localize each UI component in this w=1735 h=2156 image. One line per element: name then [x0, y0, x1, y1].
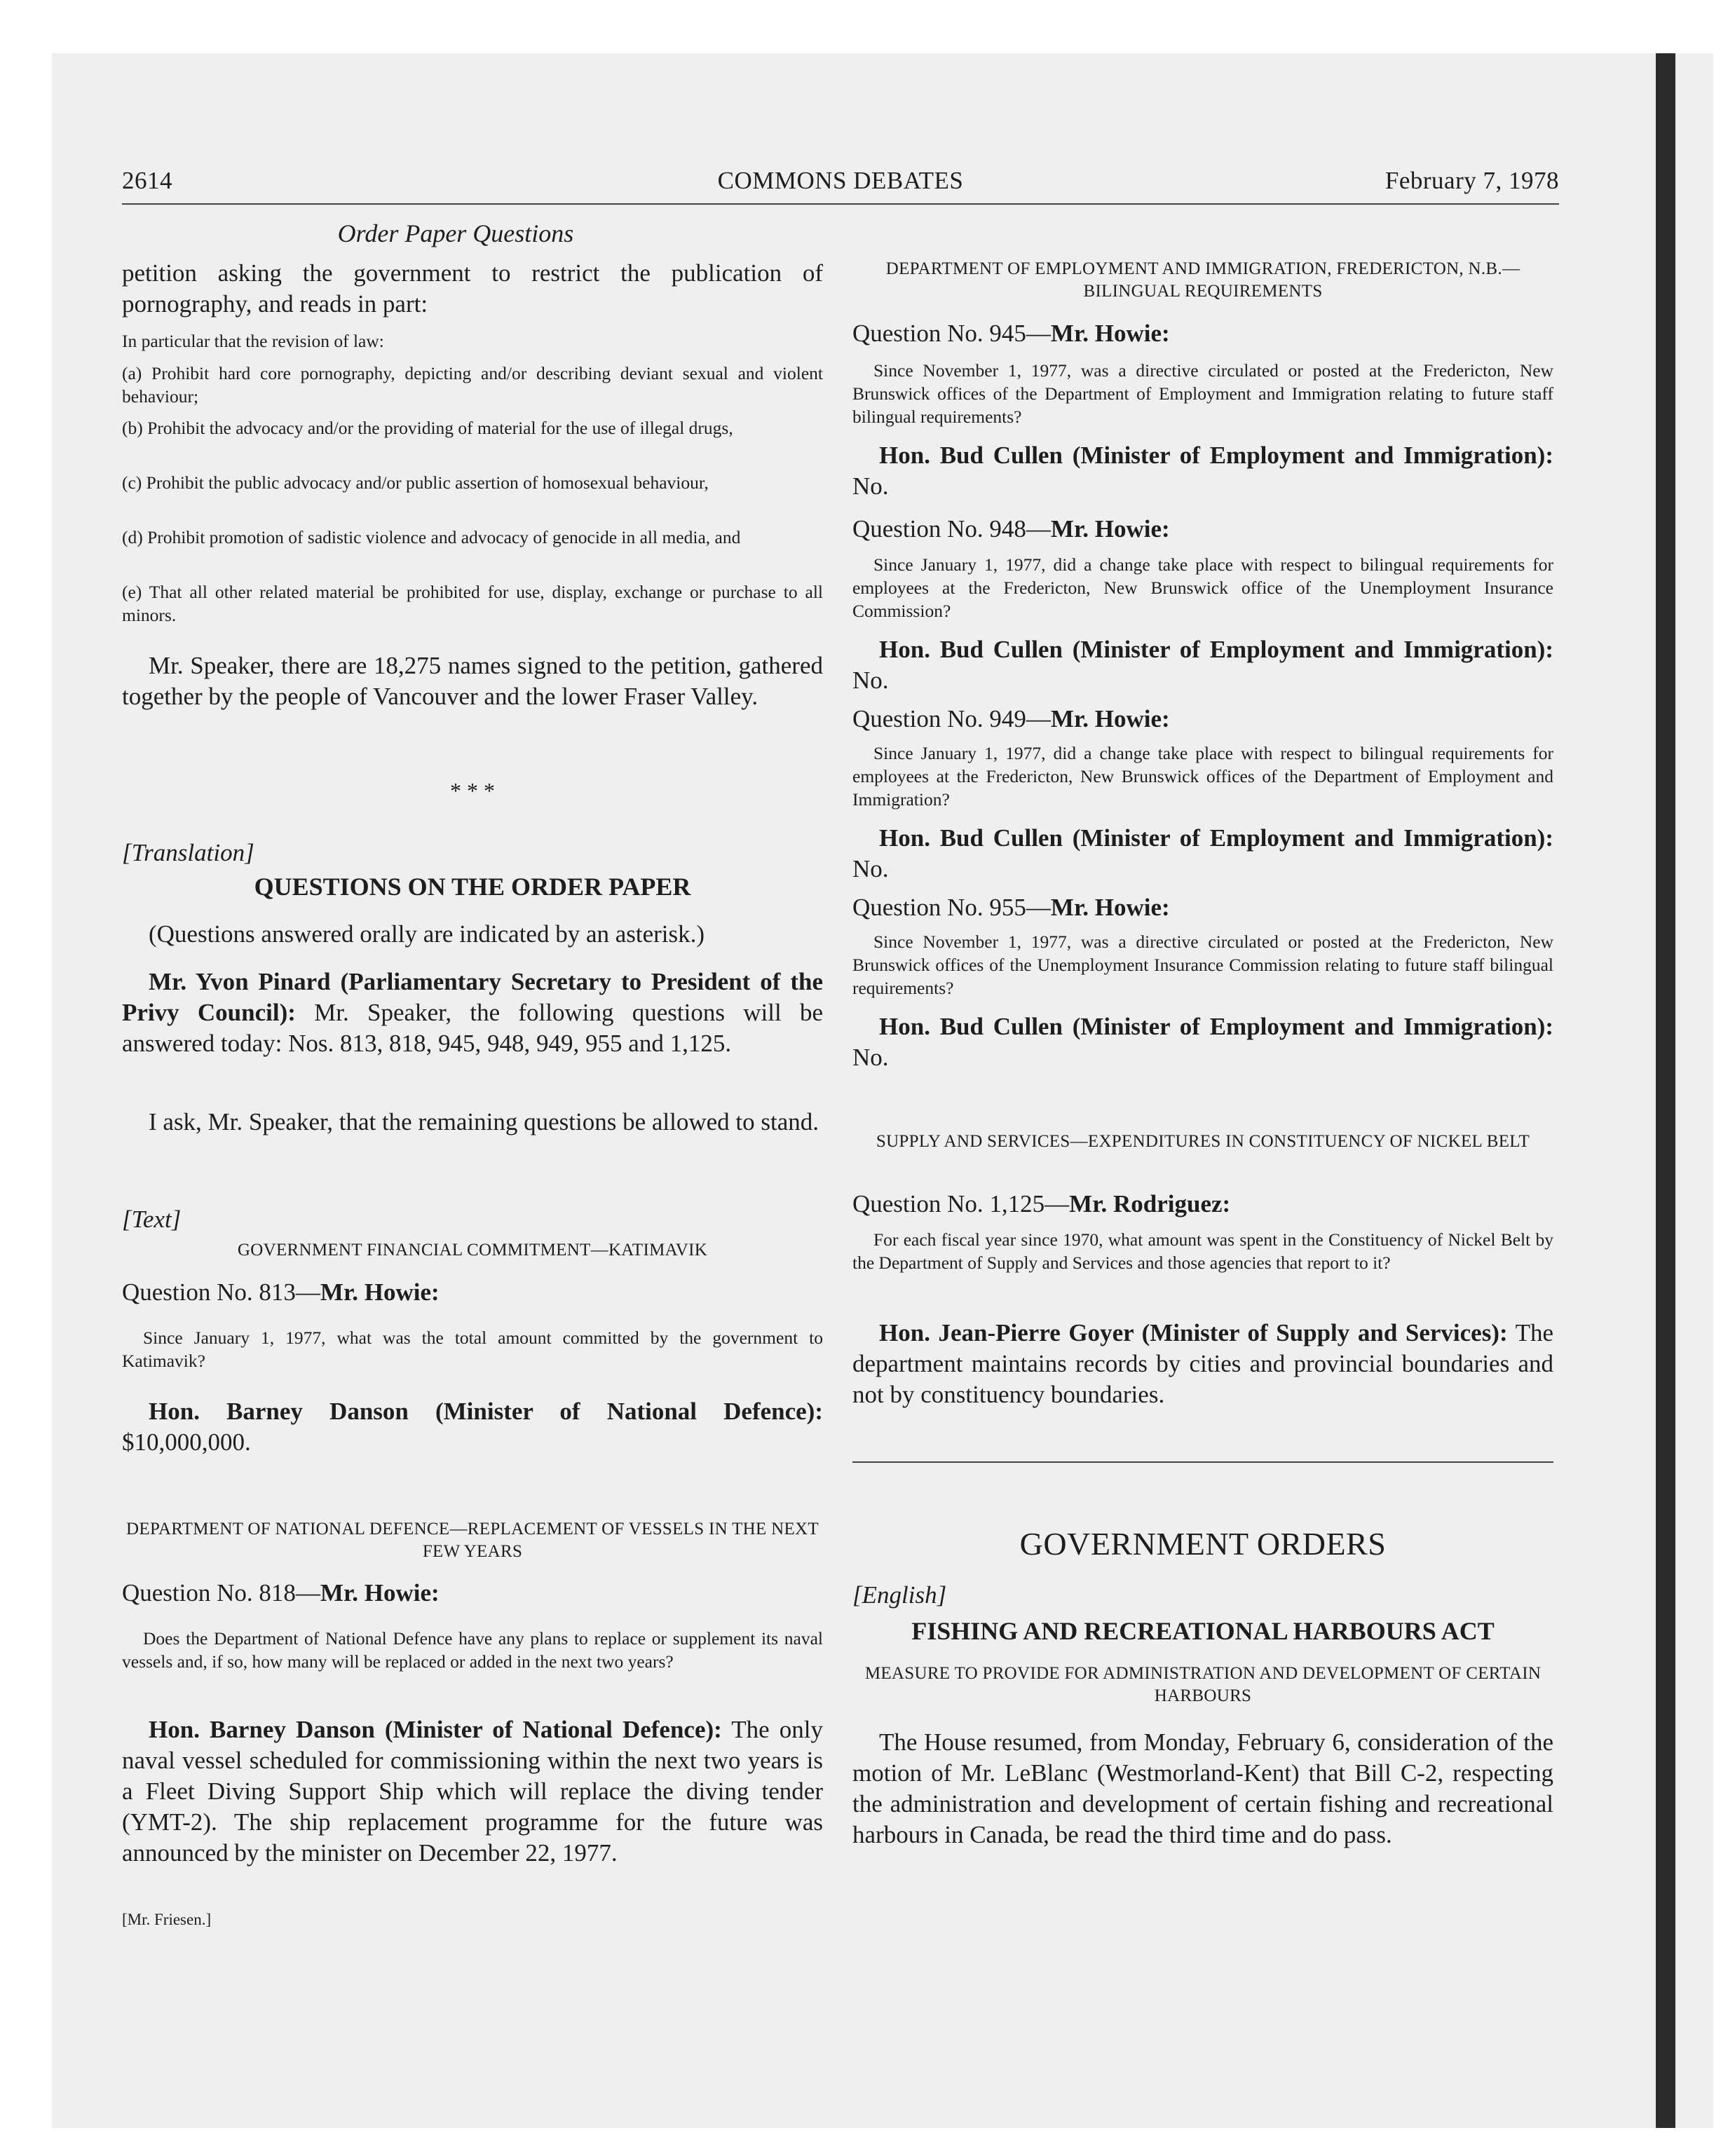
question-955-text: Since November 1, 1977, was a directive circulated or posted at the Fredericton, New Brunswick offices of the Unemployment Insurance Commission relating to future staff bilingual requirements? — [852, 932, 1553, 998]
speaker-name: Hon. Barney Danson (Minister of National Defence): — [149, 1716, 722, 1743]
questions-heading: QUESTIONS ON THE ORDER PAPER — [254, 873, 691, 901]
publication-title: COMMONS DEBATES — [717, 167, 964, 194]
government-orders-heading: GOVERNMENT ORDERS — [1019, 1526, 1387, 1562]
petition-intro: petition asking the government to restrict the publication of pornography, and reads in part: — [122, 259, 823, 318]
section-caption: Order Paper Questions — [337, 219, 574, 247]
pinard-statement — [122, 967, 823, 1059]
answer-text: No. — [852, 472, 889, 500]
answer-955 — [852, 1011, 1553, 1073]
petition-lead: In particular that the revision of law: — [122, 331, 384, 351]
petition-item: (b) Prohibit the advocacy and/or the providing of material for the use of illegal drugs, — [122, 418, 733, 438]
answer-948 — [852, 634, 1553, 696]
answer-text: $10,000,000. — [122, 1428, 251, 1456]
petition-item: (e) That all other related material be prohibited for use, display, exchange or purchase to all minors. — [122, 582, 823, 625]
question-818-text: Does the Department of National Defence have any plans to replace or supplement its naval vessels and, if so, how many will be replaced or added in the next two years? — [122, 1628, 823, 1672]
member-name: Mr. Howie: — [1050, 515, 1170, 543]
speaker-name: Hon. Barney Danson (Minister of National Defence): — [149, 1398, 823, 1425]
answer-text: No. — [852, 1044, 889, 1071]
question-1125 — [852, 1189, 1553, 1220]
header-rule — [122, 203, 1559, 205]
supply-heading: SUPPLY AND SERVICES—EXPENDITURES IN CONSTITUENCY OF NICKEL BELT — [876, 1132, 1530, 1151]
question-813 — [122, 1277, 823, 1308]
katimavik-heading: GOVERNMENT FINANCIAL COMMITMENT—KATIMAVIK — [237, 1241, 708, 1260]
member-name: Mr. Rodriguez: — [1069, 1190, 1231, 1217]
binding-edge — [1656, 53, 1675, 2128]
issue-date: February 7, 1978 — [1384, 167, 1559, 194]
answer-text: The only naval vessel scheduled for commissioning within the next two years is a Fleet Diving Support Ship which will replace the diving tender (YMT-2). The ship replacement programme for the future was announced by the minister on December 22, 1977. — [122, 1716, 823, 1867]
measure-heading: MEASURE TO PROVIDE FOR ADMINISTRATION AND DEVELOPMENT OF CERTAIN HARBOURS — [864, 1664, 1542, 1705]
speaker-name: Mr. Yvon Pinard (Parliamentary Secretary to President of the Privy Council): — [122, 968, 823, 1026]
speaker-footnote: [Mr. Friesen.] — [122, 1911, 212, 1928]
question-1125-text: For each fiscal year since 1970, what amount was spent in the Constituency of Nickel Belt by the Department of Supply and Services and those agencies that report to it? — [852, 1229, 1553, 1273]
immigration-heading: DEPARTMENT OF EMPLOYMENT AND IMMIGRATION, FREDERICTON, N.B.—BILINGUAL REQUIREMENTS — [885, 259, 1520, 301]
speaker-name: Hon. Bud Cullen (Minister of Employment and Immigration): — [879, 1013, 1553, 1040]
question-label: Question No. 949— — [852, 705, 1051, 732]
question-label: Question No. 945— — [852, 320, 1051, 347]
defence-heading: DEPARTMENT OF NATIONAL DEFENCE—REPLACEMENT OF VESSELS IN THE NEXT FEW YEARS — [126, 1520, 819, 1561]
member-name: Mr. Howie: — [320, 1278, 440, 1306]
answer-818 — [122, 1714, 823, 1869]
english-tag: [English] — [852, 1581, 947, 1609]
question-label: Question No. 955— — [852, 894, 1051, 921]
section-break: * * * — [450, 778, 495, 803]
answer-813 — [122, 1396, 823, 1458]
speaker-paragraph: Mr. Speaker, there are 18,275 names signed to the petition, gathered together by the people of Vancouver and the lower Fraser Valley. — [122, 652, 823, 710]
speaker-name: Hon. Bud Cullen (Minister of Employment and Immigration): — [879, 636, 1553, 663]
petition-item: (c) Prohibit the public advocacy and/or public assertion of homosexual behaviour, — [122, 472, 709, 493]
question-813-text: Since January 1, 1977, what was the total amount committed by the government to Katimavik? — [122, 1328, 823, 1371]
answer-1125 — [852, 1318, 1553, 1410]
answer-text: No. — [852, 667, 889, 694]
question-955 — [852, 892, 1553, 923]
speaker-name: Hon. Bud Cullen (Minister of Employment and Immigration): — [879, 442, 1553, 469]
statement-text: Mr. Speaker, the following questions will be answered today: Nos. 813, 818, 945, 948, 949, 955 and 1,125. — [122, 999, 823, 1057]
speaker-name: Hon. Bud Cullen (Minister of Employment and Immigration): — [879, 824, 1553, 852]
member-name: Mr. Howie: — [1050, 894, 1170, 921]
ask-stand-paragraph: I ask, Mr. Speaker, that the remaining questions be allowed to stand. — [149, 1108, 819, 1135]
answer-text: No. — [852, 855, 889, 882]
text-tag: [Text] — [122, 1206, 182, 1233]
question-818 — [122, 1578, 823, 1609]
question-label: Question No. 948— — [852, 515, 1051, 543]
answer-text: The department maintains records by cities and provincial boundaries and not by constituency boundaries. — [852, 1319, 1553, 1408]
question-949 — [852, 704, 1553, 735]
act-heading: FISHING AND RECREATIONAL HARBOURS ACT — [911, 1617, 1495, 1645]
page-number: 2614 — [122, 167, 172, 194]
translation-tag: [Translation] — [122, 839, 254, 866]
asterisk-note: (Questions answered orally are indicated by an asterisk.) — [149, 920, 705, 948]
question-label: Question No. 1,125— — [852, 1190, 1070, 1217]
member-name: Mr. Howie: — [320, 1579, 440, 1606]
section-divider — [852, 1461, 1553, 1463]
house-resumed-paragraph: The House resumed, from Monday, February 6, consideration of the motion of Mr. LeBlanc (Westmorland-Kent) that Bill C-2, respecting the administration and development of certain fishing and recreational harbours in Canada, be read the third time and do pass. — [852, 1728, 1553, 1848]
question-948 — [852, 514, 1553, 545]
answer-945 — [852, 440, 1553, 502]
question-945-text: Since November 1, 1977, was a directive circulated or posted at the Fredericton, New Brunswick offices of the Department of Employment and Immigration relating to future staff bilingual requirements? — [852, 360, 1553, 427]
member-name: Mr. Howie: — [1050, 705, 1170, 732]
question-945 — [852, 318, 1553, 349]
question-label: Question No. 818— — [122, 1579, 320, 1606]
member-name: Mr. Howie: — [1050, 320, 1170, 347]
petition-item: (d) Prohibit promotion of sadistic violence and advocacy of genocide in all media, and — [122, 527, 741, 547]
question-label: Question No. 813— — [122, 1278, 320, 1306]
answer-949 — [852, 823, 1553, 885]
petition-item: (a) Prohibit hard core pornography, depicting and/or describing deviant sexual and violent behaviour; — [122, 363, 823, 407]
question-948-text: Since January 1, 1977, did a change take place with respect to bilingual requirements for employees at the Fredericton, New Brunswick office of the Unemployment Insurance Commission? — [852, 554, 1553, 621]
speaker-name: Hon. Jean-Pierre Goyer (Minister of Supply and Services): — [879, 1319, 1508, 1346]
question-949-text: Since January 1, 1977, did a change take place with respect to bilingual requirements for employees at the Fredericton, New Brunswick offices of the Department of Employment and Immigration? — [852, 743, 1553, 810]
